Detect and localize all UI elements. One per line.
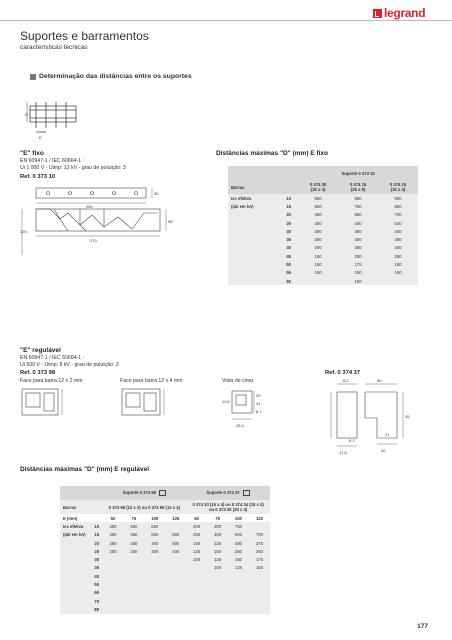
table2-row	[60, 580, 270, 588]
table1-row	[228, 202, 418, 210]
vista-drawing	[222, 385, 302, 445]
table2-cell	[186, 597, 207, 605]
table2-cell	[144, 597, 165, 605]
table1-cell: 200	[314, 245, 322, 251]
table2-icc: 50	[94, 582, 100, 588]
table2-cell	[123, 589, 144, 597]
table2-e-label: E (mm)	[63, 515, 78, 521]
table1-row-label	[228, 277, 279, 285]
table2-cell: 125	[214, 557, 222, 563]
table2-cell: 250	[109, 540, 117, 546]
table2-row	[60, 522, 270, 530]
table1-cell: 750	[354, 203, 362, 209]
table1-row-label	[228, 227, 279, 235]
table2-cell: 700	[255, 532, 263, 538]
table2-cell	[249, 605, 270, 613]
distance-diagram	[22, 96, 84, 146]
regulavel-heading: "E" regulável	[20, 347, 61, 354]
table1-cell: 160	[354, 278, 362, 284]
e-value: 100	[234, 515, 242, 521]
table1-cell: 440	[394, 228, 402, 234]
table2-row	[60, 597, 270, 605]
table2-icc: 80	[94, 606, 100, 612]
table2-row	[60, 547, 270, 555]
table2-cell	[165, 572, 186, 580]
table1-row-label: (ipk em kA)	[231, 203, 254, 209]
d37437-a: 6,2	[343, 378, 349, 383]
table2-cell: 600	[130, 523, 138, 529]
page-subtitle: características técnicas	[20, 44, 88, 51]
regulavel-standard: EN 60947-1 / IEC 60664-1 :	[20, 355, 85, 361]
table2-cell: 300	[214, 523, 222, 529]
table1-col: 0 374 15 (32 x 4)	[389, 182, 407, 192]
table2-cell: 100	[193, 557, 201, 563]
table2-cell	[228, 580, 249, 588]
table1-cell: 260	[314, 237, 322, 243]
fixed-standard: EN 60947-1 / IEC 60664-1 :	[20, 158, 85, 164]
table2-corner	[60, 486, 103, 500]
table2-cell: 480	[151, 540, 159, 546]
table1-cell: 450	[314, 212, 322, 218]
table2-cell	[103, 572, 124, 580]
table2-cell: 175	[255, 557, 263, 563]
table2-cell	[228, 597, 249, 605]
table1-cell: 150	[314, 270, 322, 276]
table2-cell	[207, 572, 228, 580]
table1-cell: 190	[394, 270, 402, 276]
table1-cell: 340	[394, 245, 402, 251]
table1-cell: 440	[354, 220, 362, 226]
table1-cell: 180	[314, 253, 322, 259]
table2-cell: 100	[214, 565, 222, 571]
table1-row	[228, 269, 418, 277]
table1-cell: 660	[354, 195, 362, 201]
table2-cell	[123, 597, 144, 605]
table2-cell	[228, 589, 249, 597]
table1-cell: 280	[394, 253, 402, 259]
table2-cell: 150	[255, 565, 263, 571]
table1-row	[228, 277, 418, 285]
e-value: 50	[194, 515, 199, 521]
table1-row-label: Icc efetiva	[231, 195, 252, 201]
face2-label: Face para barra 12 x 4 mm	[120, 378, 183, 384]
table2-cell: 150	[193, 540, 201, 546]
table2-row	[60, 589, 270, 597]
table2-cell	[186, 572, 207, 580]
table2-cell: 800	[151, 523, 159, 529]
table1-corner	[228, 166, 298, 180]
table2-barspec1: 0 373 98 (12 x 2) ou 0 373 99 (12 x 4)	[108, 504, 180, 510]
table1-cell: 300	[354, 237, 362, 243]
table1-icc: 50	[286, 262, 291, 268]
table2-cell	[103, 564, 124, 572]
table2-cell	[103, 605, 124, 613]
support1-icon	[159, 490, 166, 496]
table2-cell	[165, 522, 186, 530]
table1-row-label	[228, 260, 279, 268]
support2-label: Suporte 0 374 37	[206, 490, 240, 496]
table1-row-label	[228, 252, 279, 260]
table1-icc: 10	[286, 195, 291, 201]
table2-barspec2: 0 374 33 (15 x 4) ou 0 374 34 (18 x 4) ou 0 374 35 (20 x 4)	[192, 502, 264, 512]
e-value: 75	[215, 515, 220, 521]
table1-icc: 25	[286, 220, 291, 226]
table2-cell: 250	[255, 548, 263, 554]
table2-cell	[123, 572, 144, 580]
table2-cell	[207, 605, 228, 613]
table1-cell: 150	[314, 262, 322, 268]
table1-row-label	[228, 244, 279, 252]
table2-cell	[186, 580, 207, 588]
table1-cell: 180	[394, 262, 402, 268]
dim-thickness: 30	[154, 191, 159, 196]
table1-icc: 60	[286, 278, 291, 284]
table2-cell: 125	[193, 548, 201, 554]
table2-cell	[103, 580, 124, 588]
table2-row-label	[60, 605, 91, 613]
table2-row	[60, 539, 270, 547]
table1-icc: 15	[286, 203, 291, 209]
table2-cell	[249, 522, 270, 530]
e-value: 75	[131, 515, 137, 521]
table2-icc: 10	[94, 523, 100, 529]
table1-row	[228, 244, 418, 252]
table2-row-label	[60, 580, 91, 588]
d37437-e: 42	[381, 448, 386, 453]
table2-cell	[165, 605, 186, 613]
table2-cell	[249, 572, 270, 580]
table1-cell: 300	[314, 228, 322, 234]
table2-barras: Barras	[63, 504, 77, 510]
table1-icc: 55	[286, 270, 291, 276]
table2-row	[60, 555, 270, 563]
table2-icc: 30	[94, 557, 100, 563]
header-divider	[0, 20, 452, 21]
table2-row	[60, 572, 270, 580]
table2-cell	[103, 555, 124, 563]
table2-cell	[123, 605, 144, 613]
table2-cell	[144, 605, 165, 613]
table2-cell	[249, 589, 270, 597]
table2-cell	[123, 564, 144, 572]
regulavel-ref2: Ref. 0 374 37	[325, 370, 361, 376]
table1-icc: 45	[286, 253, 291, 259]
d37437-c: 35	[405, 414, 410, 419]
vista-label: Vista de cima	[222, 378, 254, 384]
table2-cell: 250	[193, 532, 201, 538]
d37437-g: 21	[385, 432, 390, 437]
table2-row-label	[60, 572, 91, 580]
face1-drawing	[20, 387, 80, 422]
table1-icc: 20	[286, 212, 291, 218]
label-e: E	[39, 135, 42, 140]
table2-cell	[249, 580, 270, 588]
table1-icc: 40	[286, 245, 291, 251]
regulavel-ref1: Ref. 0 373 98	[20, 370, 56, 376]
section-title: Determinação das distâncias entre os suportes	[39, 73, 192, 80]
table2	[60, 486, 270, 614]
table1-cell: 150	[354, 270, 362, 276]
table2-cell: 600	[172, 540, 180, 546]
table2-icc: 25	[94, 548, 100, 554]
table1-title: Distâncias máximas "D" (mm) E fixo	[216, 150, 329, 157]
table2-cell: 300	[234, 540, 242, 546]
table2-cell	[144, 564, 165, 572]
table2-cell	[207, 589, 228, 597]
table1-row-label	[228, 219, 279, 227]
table2-row-label	[60, 597, 91, 605]
table1-cell: 550	[354, 212, 362, 218]
vista-dim-d: 8,7	[256, 409, 262, 414]
table2-cell: 500	[234, 532, 242, 538]
table2-cell: 450	[130, 532, 138, 538]
table2-cell	[165, 580, 186, 588]
table2-row	[60, 531, 270, 539]
support-037437-drawing	[325, 378, 435, 458]
table2-cell	[165, 564, 186, 572]
dim-w2: 270	[90, 238, 97, 243]
legrand-logo	[373, 6, 425, 20]
table1-cell: 600	[314, 203, 322, 209]
table2-cell: 300	[151, 548, 159, 554]
table2-row-label	[60, 555, 91, 563]
table2-row	[60, 605, 270, 613]
table1-cell: 800	[394, 203, 402, 209]
table2-support2	[186, 486, 270, 500]
table1-cell: 660	[314, 195, 322, 201]
vista-dim-a: 28,5	[236, 423, 244, 428]
table2-cell	[165, 589, 186, 597]
fixed-heading: "E" fixo	[20, 150, 44, 157]
table2-cell: 375	[255, 540, 263, 546]
e-value: 50	[110, 515, 116, 521]
table2-cell	[165, 597, 186, 605]
table2-cell	[207, 597, 228, 605]
table2-cell: 150	[214, 548, 222, 554]
table2-cell	[186, 605, 207, 613]
support1-label: Suporte 0 373 98	[122, 490, 156, 496]
table1-cell	[298, 277, 338, 285]
dim-w1: 250	[86, 204, 93, 209]
d37437-d: 6,2	[349, 438, 355, 443]
fixed-ref: Ref. 0 373 10	[20, 174, 56, 180]
table2-row-label	[60, 564, 91, 572]
table2-row-label	[60, 589, 91, 597]
support-037310-drawing	[20, 183, 180, 263]
table2-cell: 360	[130, 540, 138, 546]
table2-cell: 250	[130, 548, 138, 554]
table2-cell: 800	[172, 532, 180, 538]
table2-cell: 400	[172, 548, 180, 554]
table2-cell: 400	[109, 523, 117, 529]
table1-row	[228, 252, 418, 260]
table1-cell: 360	[354, 228, 362, 234]
table2-cell	[103, 589, 124, 597]
table1-cell: 380	[394, 237, 402, 243]
table1-cell: 900	[394, 195, 402, 201]
table2-icc: 15	[94, 532, 100, 538]
table1-icc: 35	[286, 237, 291, 243]
table2-cell	[228, 572, 249, 580]
table2-icc: 20	[94, 540, 100, 546]
table1-row	[228, 260, 418, 268]
bullet-square-icon	[30, 74, 36, 80]
table2-cell: 150	[234, 557, 242, 563]
dim-h1: 125	[20, 229, 27, 234]
legrand-logo-icon	[373, 9, 382, 18]
e-value: 125	[255, 515, 263, 521]
table1-row-label	[228, 269, 279, 277]
table1-cell: 540	[394, 220, 402, 226]
face2-drawing	[120, 387, 180, 422]
table2-cell	[186, 564, 207, 572]
table2-cell	[103, 597, 124, 605]
table2-cell	[228, 605, 249, 613]
support2-icon	[243, 490, 250, 496]
table1-cell: 280	[354, 245, 362, 251]
table2-cell: 200	[109, 548, 117, 554]
d37437-f: 17,5	[339, 450, 347, 455]
vista-dim-c: 41	[256, 401, 261, 406]
table1	[228, 166, 418, 285]
table2-icc: 40	[94, 573, 100, 579]
table2-cell	[144, 589, 165, 597]
table2-row-label	[60, 547, 91, 555]
table2-cell: 600	[151, 532, 159, 538]
table1-icc: 30	[286, 228, 291, 234]
table2-cell	[144, 572, 165, 580]
page-title: Suportes e barramentos	[20, 29, 149, 43]
table2-cell	[165, 555, 186, 563]
table1-cell: 360	[314, 220, 322, 226]
table2-icc: 70	[94, 598, 100, 604]
table2-cell: 250	[234, 548, 242, 554]
table1-col: 0 374 35 (20 x 4)	[310, 182, 327, 192]
table2-icc: 35	[94, 565, 100, 571]
table2-cell	[144, 580, 165, 588]
table2-row-label: Icc efetiva	[63, 523, 84, 529]
table2-support1	[103, 486, 187, 500]
table2-cell: 300	[109, 532, 117, 538]
section-heading	[30, 73, 192, 80]
table1-row	[228, 211, 418, 219]
table2-cell: 200	[193, 523, 201, 529]
table1-cell	[378, 277, 418, 285]
vista-dim-b: 29	[256, 393, 261, 398]
table2-row-label: (Ipk em kA)	[63, 532, 86, 538]
table2-cell	[186, 589, 207, 597]
table2-cell	[123, 580, 144, 588]
table2-cell: 750	[234, 523, 242, 529]
table1-cell: 175	[354, 262, 362, 268]
table1-barras: Barras	[231, 184, 245, 190]
table1-row-label	[228, 211, 279, 219]
table2-cell: 225	[214, 540, 222, 546]
table2-row-label	[60, 539, 91, 547]
table2-icc: 60	[94, 590, 100, 596]
face1-label: Face para barra 12 x 2 mm	[20, 378, 83, 384]
table2-title: Distâncias máximas "D" (mm) E regulável	[20, 466, 149, 473]
table1-row	[228, 219, 418, 227]
table2-cell	[207, 580, 228, 588]
brand-name: legrand	[384, 6, 426, 20]
fixed-spec: Ui 1 000 V - Uimp: 12 kV - grau de poluição: 3	[20, 165, 126, 171]
table2-cell	[123, 555, 144, 563]
e-value: 100	[151, 515, 159, 521]
table1-row	[228, 227, 418, 235]
table1-row-label	[228, 235, 279, 243]
table1-row	[228, 235, 418, 243]
page-number: 177	[417, 623, 428, 630]
regulavel-spec: Ui 500 V - Uimp: 8 kV - grau de poluição: 3	[20, 362, 119, 368]
label-d: D	[25, 112, 28, 117]
table2-row	[60, 564, 270, 572]
e-value: 125	[172, 515, 180, 521]
d37437-b: 60	[377, 378, 382, 383]
table2-cell	[249, 597, 270, 605]
table2-cell	[144, 555, 165, 563]
dim-h2: 98	[168, 219, 173, 224]
table1-row	[228, 194, 418, 202]
table1-support: Suporte 0 373 10	[341, 170, 375, 176]
vista-dim-e: 10,5	[222, 399, 230, 404]
table1-cell: 200	[354, 253, 362, 259]
table1-cell: 700	[394, 212, 402, 218]
table1-col: 0 374 15 (25 x 5)	[349, 182, 367, 192]
table2-cell: 125	[234, 565, 242, 571]
table2-cell: 400	[214, 532, 222, 538]
